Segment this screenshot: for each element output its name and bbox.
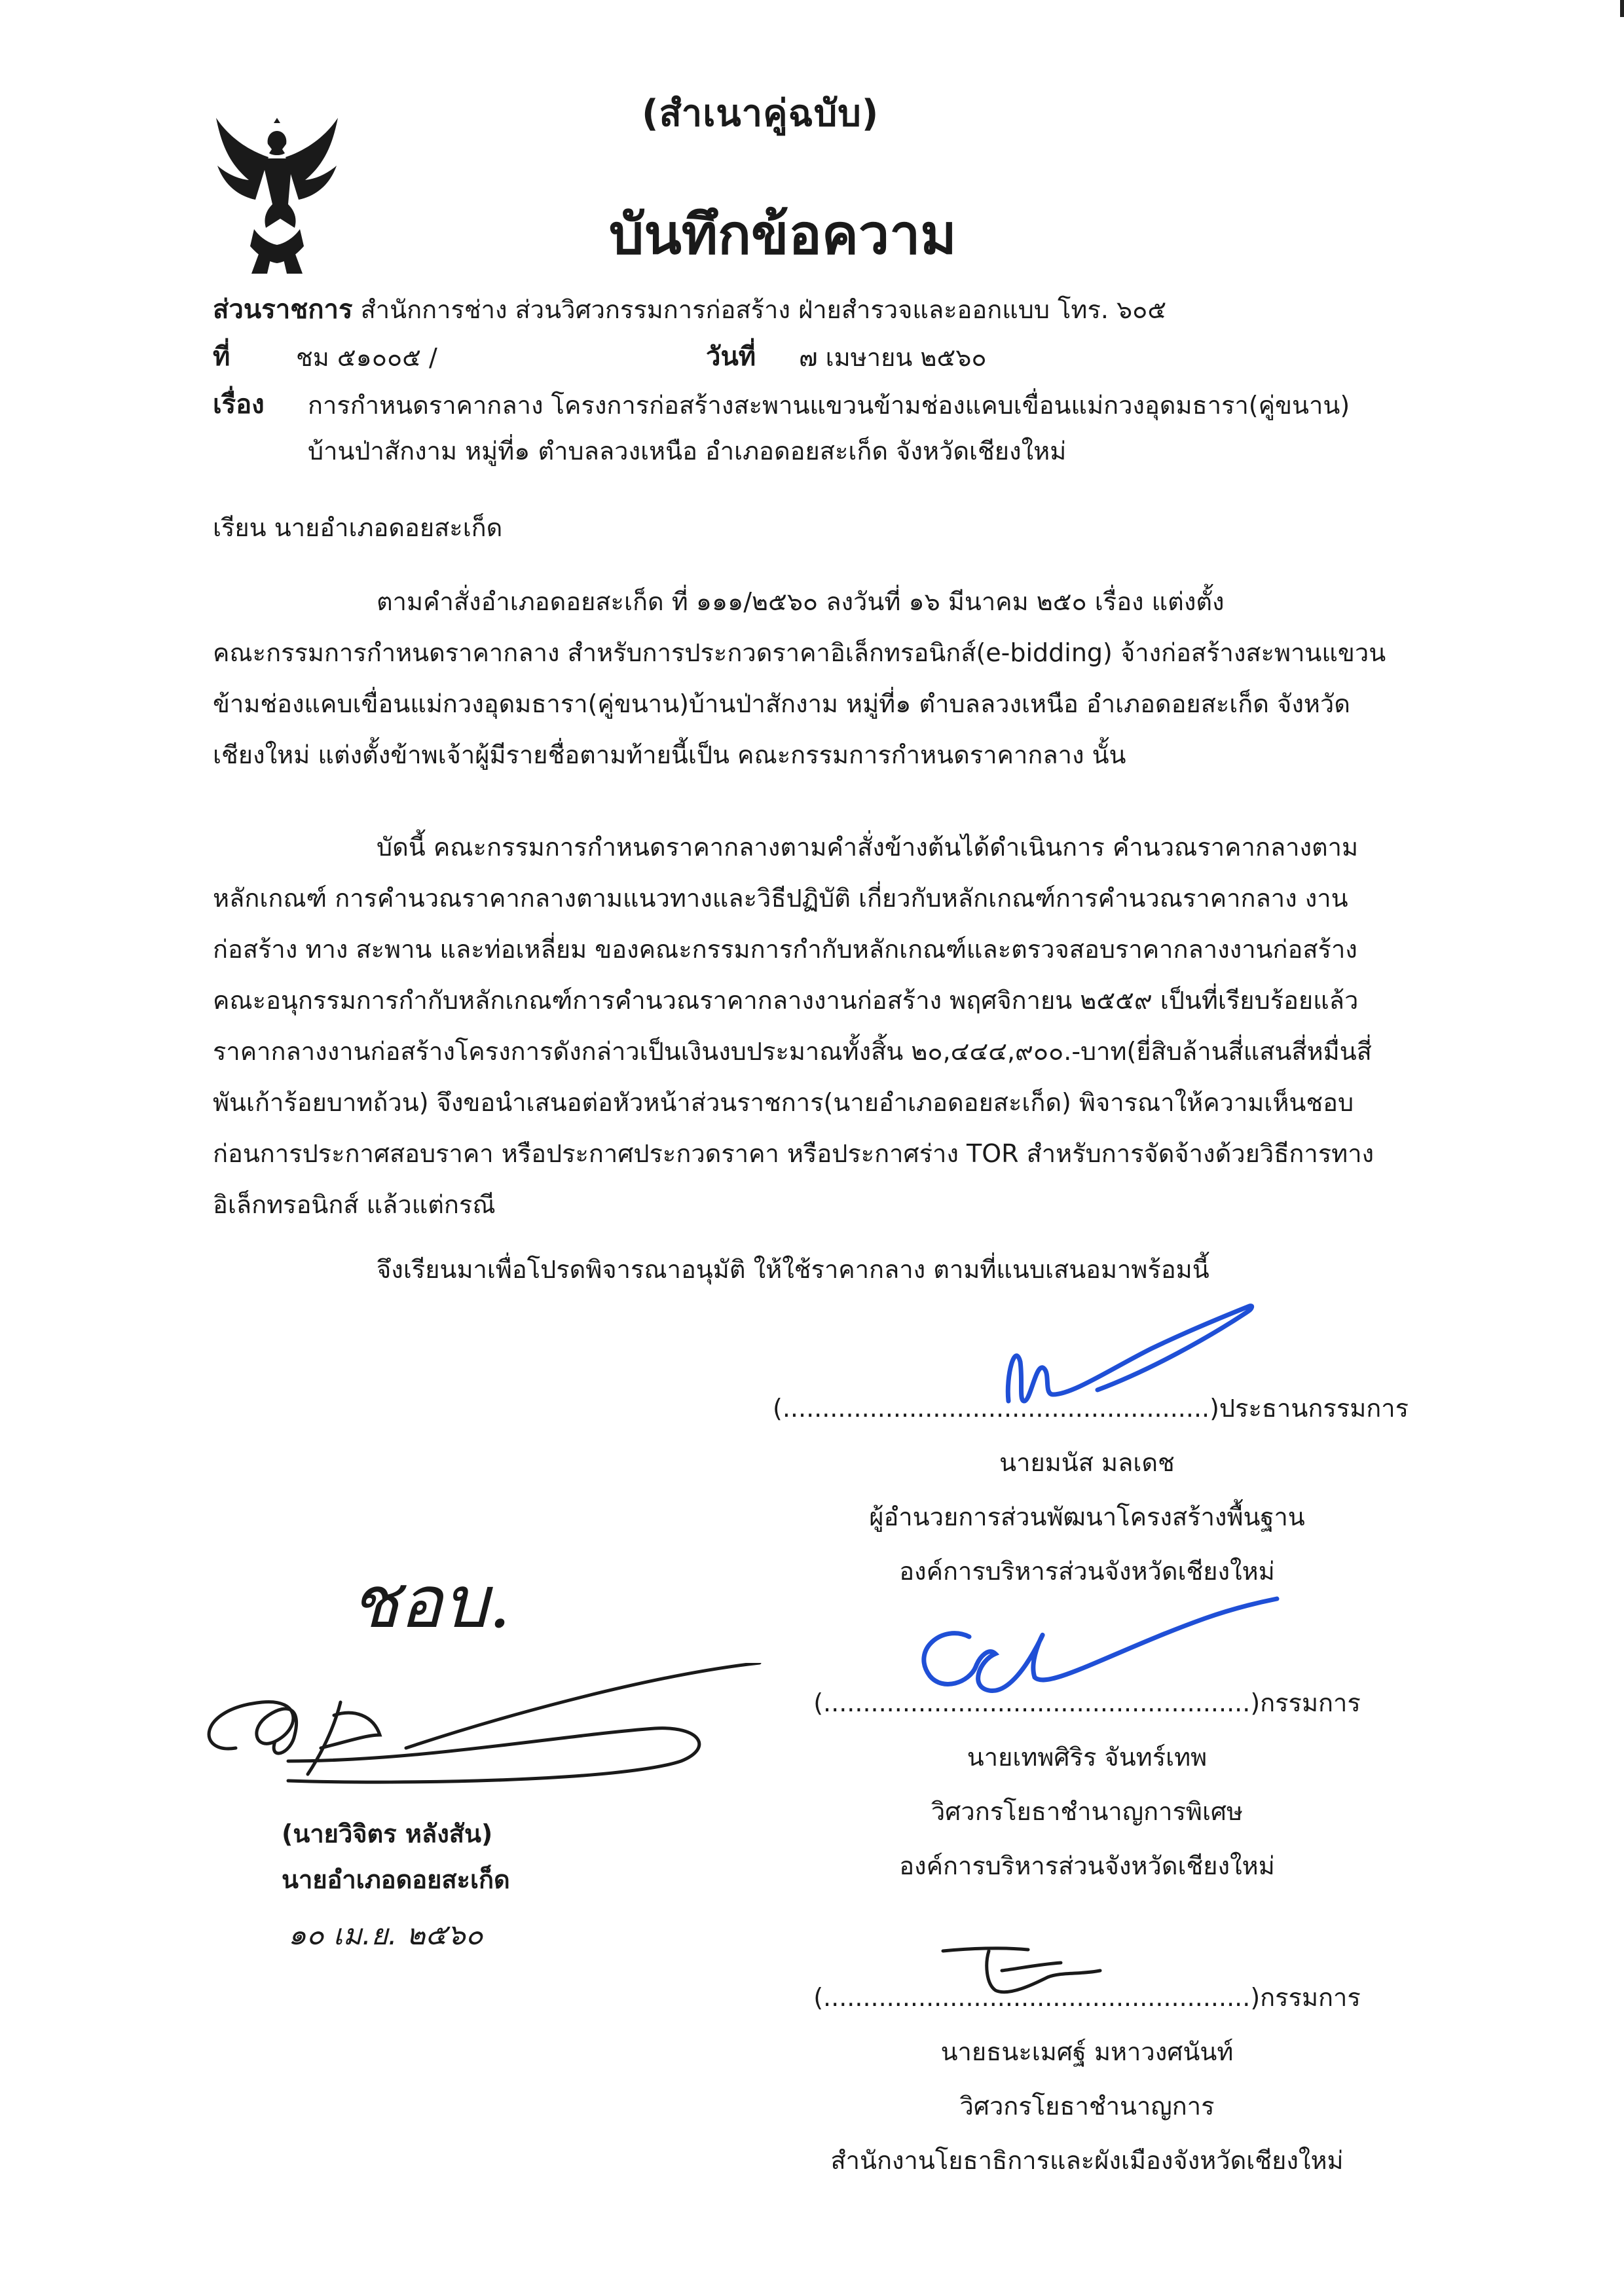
approver-name: (นายวิจิตร หลังสัน) [282, 1819, 493, 1848]
subject-label-wrap [213, 383, 265, 425]
signatory-position: ผู้อำนวยการส่วนพัฒนาโครงสร้างพื้นฐาน [869, 1503, 1305, 1531]
signatory-org: องค์การบริหารส่วนจังหวัดเชียงใหม่ [899, 1851, 1275, 1880]
copy-mark: (สำเนาคู่ฉบับ) [642, 92, 879, 135]
signature-dots: (......................................................) [773, 1394, 1219, 1423]
ref-row [213, 335, 230, 377]
signature-1-image [995, 1303, 1270, 1434]
salutation: เรียน นายอำเภอดอยสะเก็ด [213, 513, 503, 542]
paragraph-2-line: คณะอนุกรรมการกำกับหลักเกณฑ์การคำนวณราคากลางงานก่อสร้าง พฤศจิกายน ๒๕๕๙ เป็นที่เรียบร้อยแล้ว [213, 986, 1359, 1015]
date-label-wrap [706, 335, 756, 377]
ref-label: ที่ [213, 342, 231, 372]
signature-3-image [930, 1931, 1126, 2003]
agency-value: สำนักการช่าง ส่วนวิศวกรรมการก่อสร้าง ฝ่ายสำรวจและออกแบบ โทร. ๖๐๕ [360, 295, 1167, 324]
garuda-emblem-icon [208, 118, 346, 275]
approval-note: ชอบ. [350, 1560, 511, 1644]
signatory-name: นายมนัส มลเดช [999, 1448, 1175, 1477]
signatory-org: องค์การบริหารส่วนจังหวัดเชียงใหม่ [899, 1557, 1275, 1586]
approver-position: นายอำเภอดอยสะเก็ด [282, 1865, 510, 1894]
signatory-role: ประธานกรรมการ [1219, 1394, 1409, 1423]
paragraph-2-line: พันเก้าร้อยบาทถ้วน) จึงขอนำเสนอต่อหัวหน้าส่วนราชการ(นายอำเภอดอยสะเก็ด) พิจารณาให้ความเห็นชอบ [213, 1088, 1354, 1117]
signatory-3 [773, 1977, 1401, 2180]
signatory-org: สำนักงานโยธาธิการและผังเมืองจังหวัดเชียงใหม่ [830, 2146, 1344, 2175]
date-value: ๗ เมษายน ๒๕๖๐ [799, 343, 987, 372]
paragraph-2-line: ราคากลางงานก่อสร้างโครงการดังกล่าวเป็นเงินงบประมาณทั้งสิ้น ๒๐,๔๔๔,๙๐๐.-บาท(ยี่สิบล้านสี่แสนสี่หมื่นสี่ [213, 1037, 1372, 1066]
agency-row [213, 288, 1166, 330]
paragraph-2 [213, 822, 1473, 1230]
signatory-position: วิศวกรโยธาชำนาญการ [959, 2092, 1215, 2121]
paragraph-1-line: ข้ามช่องแคบเขื่อนแม่กวงอุดมธารา(คู่ขนาน)บ้านป่าสักงาม หมู่ที่๑ ตำบลลวงเหนือ อำเภอดอยสะเก็ด จังหวัด [213, 689, 1350, 718]
subject-label: เรื่อง [213, 390, 265, 420]
signatory-name: นายธนะเมศฐ์ มหาวงศนันท์ [940, 2037, 1234, 2066]
date-label: วันที่ [706, 342, 756, 372]
approval-signature-image [196, 1663, 773, 1807]
signatory-role: กรรมการ [1260, 1983, 1361, 2012]
signature-dots: (......................................................) [813, 1983, 1261, 2012]
subject-line-2: บ้านป่าสักงาม หมู่ที่๑ ตำบลลวงเหนือ อำเภอดอยสะเก็ด จังหวัดเชียงใหม่ [308, 437, 1067, 465]
approval-date: ๑๐ เม.ย. ๒๕๖๐ [288, 1918, 483, 1952]
scan-edge-mark [1620, 0, 1624, 17]
memo-title: บันทึกข้อความ [609, 202, 957, 266]
signature-dots: (......................................................) [813, 1688, 1261, 1717]
paragraph-1-line: เชียงใหม่ แต่งตั้งข้าพเจ้าผู้มีรายชื่อตามท้ายนี้เป็น คณะกรรมการกำหนดราคากลาง นั้น [213, 740, 1126, 769]
paragraph-1 [213, 576, 1473, 780]
closing-line: จึงเรียนมาเพื่อโปรดพิจารณาอนุมัติ ให้ใช้ราคากลาง ตามที่แนบเสนอมาพร้อมนี้ [377, 1255, 1209, 1284]
ref-value: ชม ๕๑๐๐๕ / [296, 343, 437, 372]
signatory-name: นายเทพศิริร จันทร์เทพ [967, 1743, 1208, 1772]
subject-line-1: การกำหนดราคากลาง โครงการก่อสร้างสะพานแขวนข้ามช่องแคบเขื่อนแม่กวงอุดมธารา(คู่ขนาน) [308, 391, 1350, 420]
paragraph-3 [213, 1244, 1473, 1295]
paragraph-2-line: ก่อสร้าง ทาง สะพาน และท่อเหลี่ยม ของคณะกรรมการกำกับหลักเกณฑ์และตรวจสอบราคากลางงานก่อสร้าง [213, 935, 1357, 964]
signatory-position: วิศวกรโยธาชำนาญการพิเศษ [931, 1797, 1244, 1826]
paragraph-1-line: ตามคำสั่งอำเภอดอยสะเก็ด ที่ ๑๑๑/๒๕๖๐ ลงวันที่ ๑๖ มีนาคม ๒๕๐ เรื่อง แต่งตั้ง [377, 587, 1225, 616]
paragraph-2-line: หลักเกณฑ์ การคำนวณราคากลางตามแนวทางและวิธีปฏิบัติ เกี่ยวกับหลักเกณฑ์การคำนวณราคากลาง งาน [213, 884, 1348, 913]
paragraph-2-line: บัดนี้ คณะกรรมการกำหนดราคากลางตามคำสั่งข้างต้นได้ดำเนินการ คำนวณราคากลางตาม [377, 833, 1359, 862]
signatory-role: กรรมการ [1260, 1688, 1361, 1717]
paragraph-2-line: อิเล็กทรอนิกส์ แล้วแต่กรณี [213, 1190, 496, 1219]
signature-2-image [897, 1591, 1316, 1722]
paragraph-2-line: ก่อนการประกาศสอบราคา หรือประกาศประกวดราคา หรือประกาศร่าง TOR สำหรับการจัดจ้างด้วยวิธีการทาง [213, 1139, 1375, 1168]
agency-label: ส่วนราชการ [213, 295, 353, 325]
paragraph-1-line: คณะกรรมการกำหนดราคากลาง สำหรับการประกวดราคาอิเล็กทรอนิกส์(e-bidding) จ้างก่อสร้างสะพานแขวน [213, 638, 1386, 667]
